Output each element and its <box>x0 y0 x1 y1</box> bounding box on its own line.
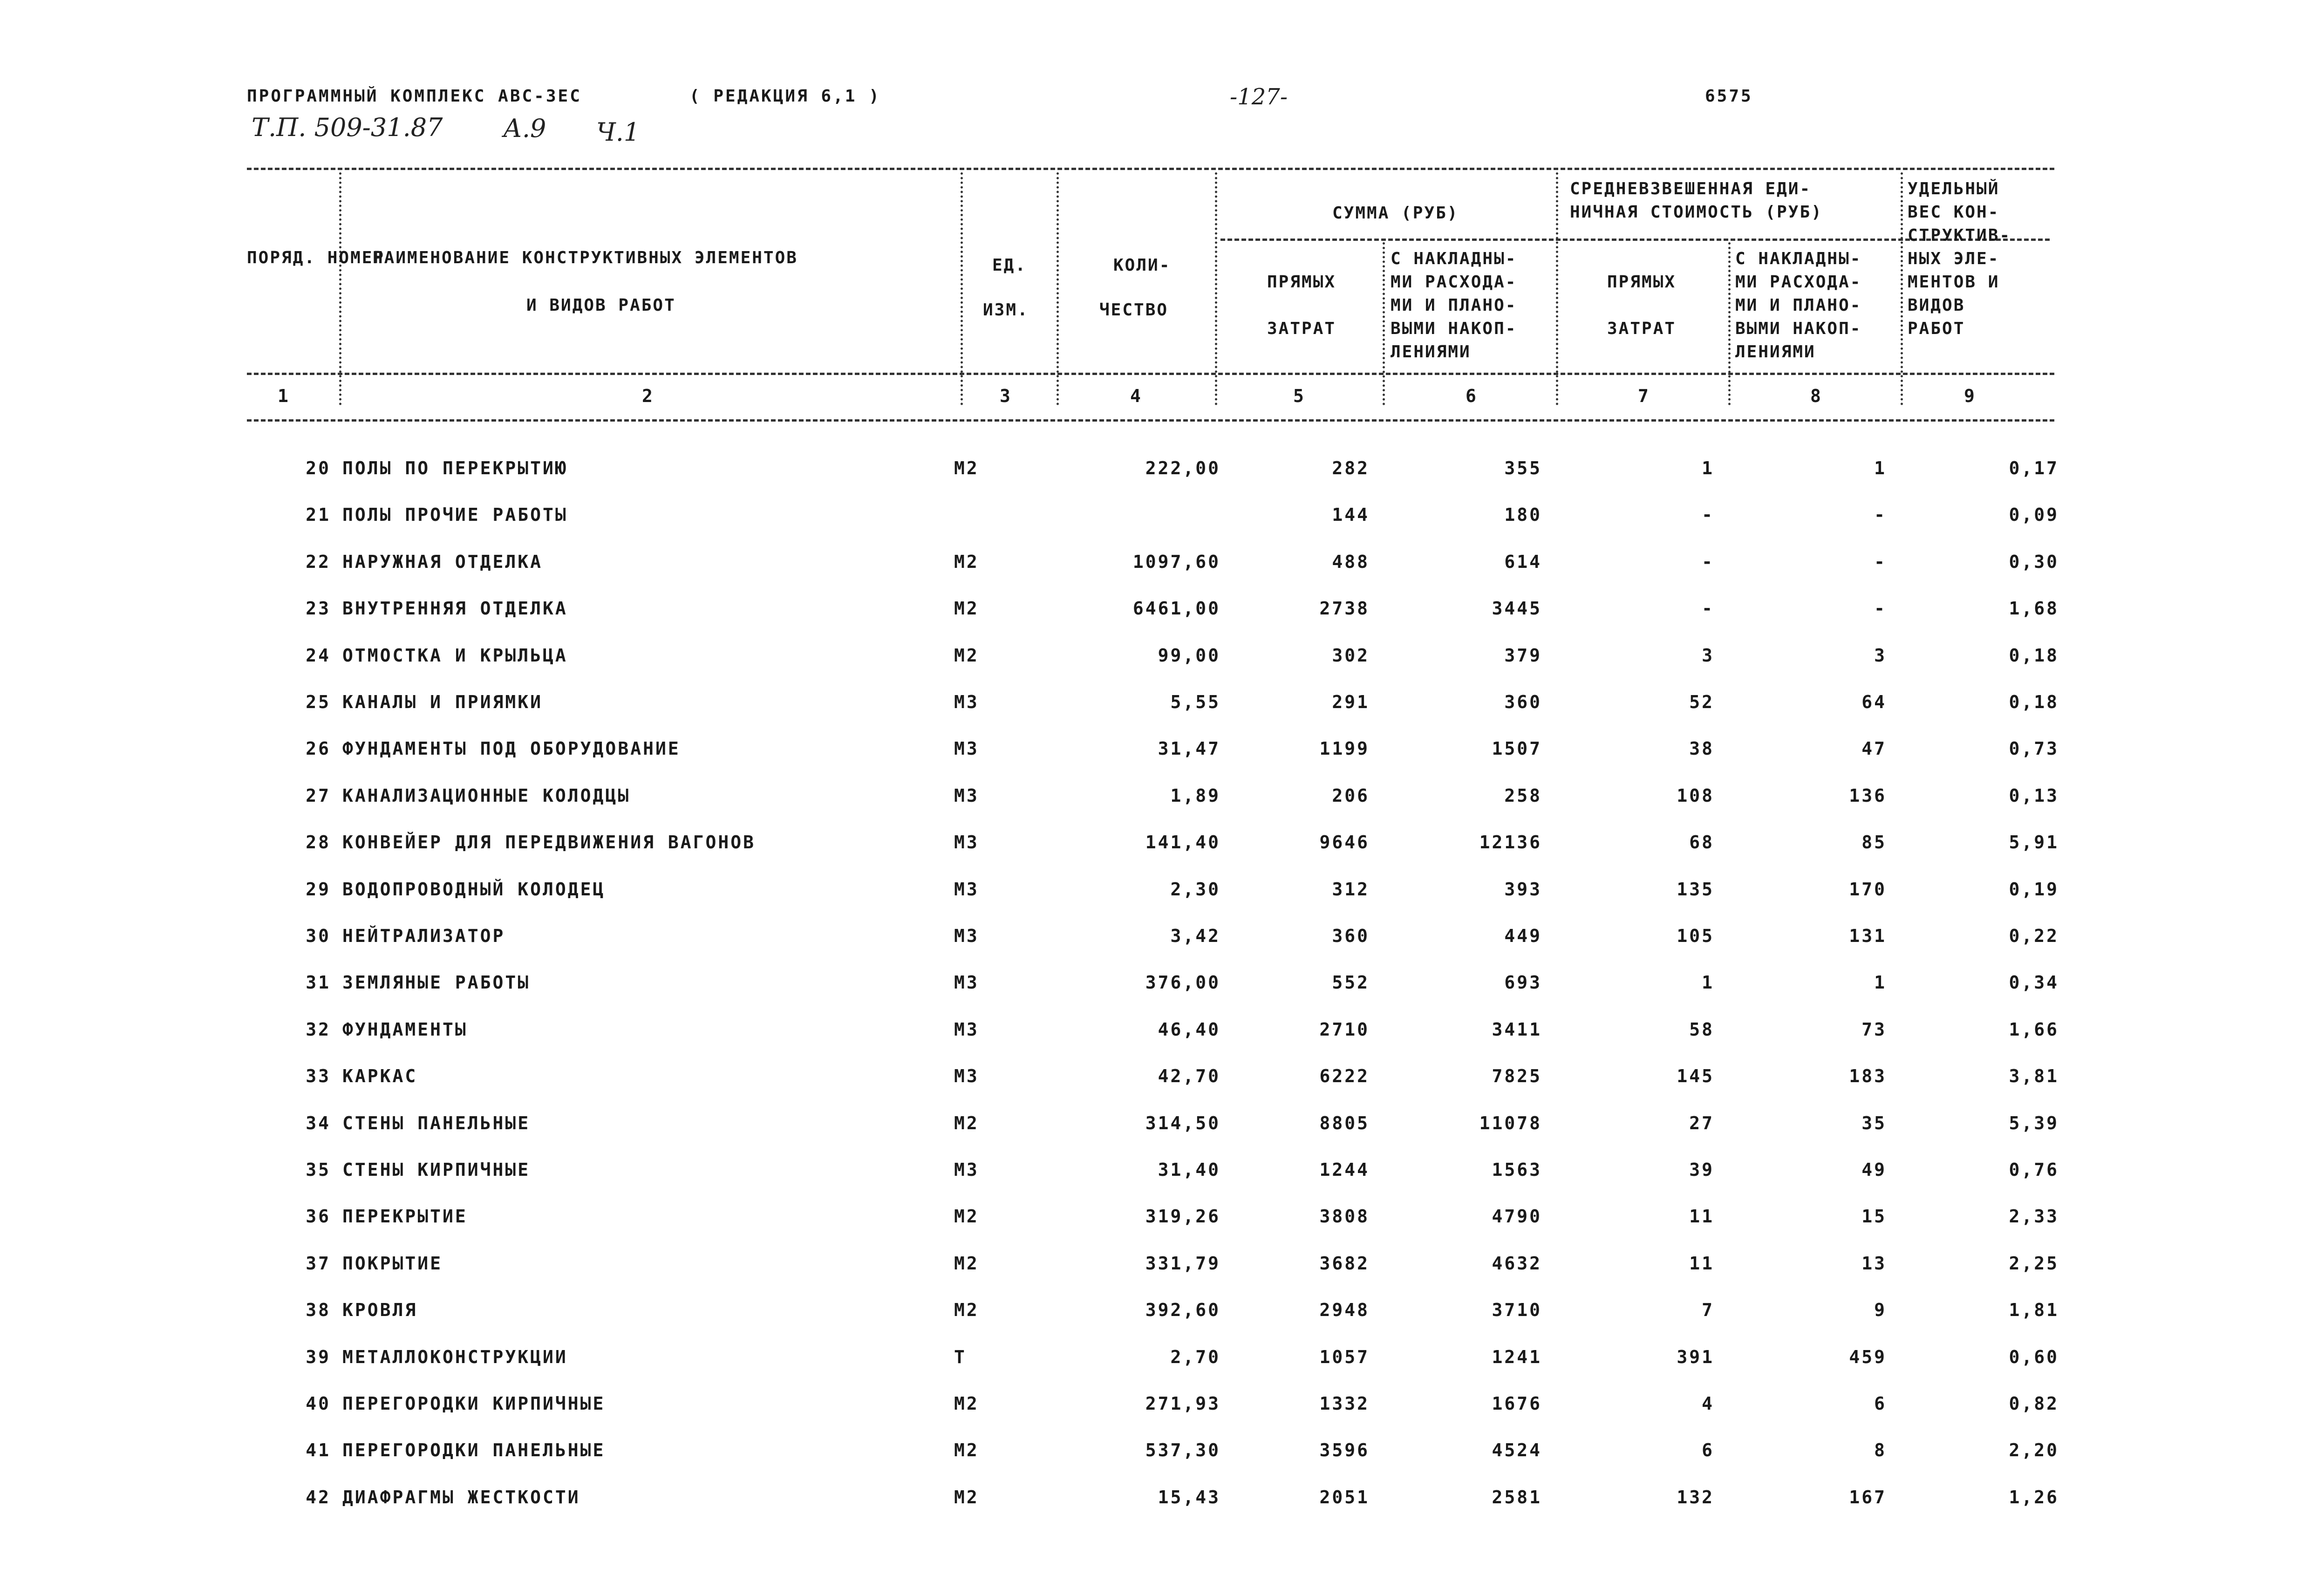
table-row <box>0 1156 2311 1184</box>
row-unit: Т <box>954 1347 967 1367</box>
row-weight: 0,18 <box>2009 645 2059 666</box>
row-quantity: 31,40 <box>1158 1159 1220 1180</box>
row-quantity: 222,00 <box>1145 458 1220 478</box>
row-avg-direct: - <box>1702 552 1714 572</box>
row-weight: 2,33 <box>2009 1206 2059 1227</box>
row-sum-direct: 144 <box>1332 505 1370 525</box>
row-sum-direct: 3596 <box>1319 1440 1370 1460</box>
row-number: 34 <box>306 1113 331 1133</box>
row-name: НЕЙТРАЛИЗАТОР <box>342 926 505 946</box>
row-avg-overhead: - <box>1874 505 1887 525</box>
row-number: 23 <box>306 598 331 619</box>
row-sum-direct: 1057 <box>1319 1347 1370 1367</box>
row-sum-direct: 2710 <box>1319 1019 1370 1040</box>
row-weight: 1,26 <box>2009 1487 2059 1507</box>
header-qty-line1: КОЛИ- <box>1113 256 1171 275</box>
header-avg-overhead-2: МИ РАСХОДА- <box>1735 273 1862 292</box>
program-title: ПРОГРАММНЫЙ КОМПЛЕКС АВС-3ЕС <box>247 87 582 106</box>
row-name: ПОЛЫ ПО ПЕРЕКРЫТИЮ <box>342 458 568 478</box>
header-weight-3: СТРУКТИВ- <box>1908 226 2011 245</box>
header-avg-direct-1: ПРЯМЫХ <box>1607 273 1677 292</box>
row-sum-direct: 206 <box>1332 785 1370 806</box>
row-sum-overhead: 3710 <box>1492 1300 1542 1320</box>
col-number-2: 2 <box>642 386 653 406</box>
table-row <box>0 828 2311 856</box>
edition-label: ( РЕДАКЦИЯ 6,1 ) <box>689 87 881 106</box>
row-weight: 0,73 <box>2009 738 2059 759</box>
row-name: ПЕРЕКРЫТИЕ <box>342 1206 468 1227</box>
row-name: ФУНДАМЕНТЫ ПОД ОБОРУДОВАНИЕ <box>342 738 681 759</box>
row-sum-overhead: 258 <box>1504 785 1542 806</box>
row-name: КОНВЕЙЕР ДЛЯ ПЕРЕДВИЖЕНИЯ ВАГОНОВ <box>342 832 756 853</box>
table-row <box>0 782 2311 810</box>
row-avg-direct: 132 <box>1677 1487 1714 1507</box>
row-sum-direct: 488 <box>1332 552 1370 572</box>
row-sum-overhead: 12136 <box>1479 832 1542 853</box>
row-unit: М3 <box>954 785 979 806</box>
header-weight-5: МЕНТОВ И <box>1908 273 2000 292</box>
row-sum-overhead: 1241 <box>1492 1347 1542 1367</box>
row-weight: 1,81 <box>2009 1300 2059 1320</box>
row-unit: М2 <box>954 458 979 478</box>
handwritten-part: Ч.1 <box>596 117 640 147</box>
row-weight: 0,13 <box>2009 785 2059 806</box>
handwritten-project: Т.П. 509-31.87 <box>252 113 443 142</box>
row-sum-overhead: 449 <box>1504 926 1542 946</box>
table-row <box>0 922 2311 950</box>
col-sep-4 <box>1215 172 1217 405</box>
col-number-7: 7 <box>1638 386 1649 406</box>
row-sum-direct: 2738 <box>1319 598 1370 619</box>
col-sep-7 <box>1728 242 1731 405</box>
table-row <box>0 1343 2311 1371</box>
table-row <box>0 1296 2311 1324</box>
row-weight: 0,19 <box>2009 879 2059 900</box>
row-sum-overhead: 2581 <box>1492 1487 1542 1507</box>
row-number: 22 <box>306 552 331 572</box>
row-name: МЕТАЛЛОКОНСТРУКЦИИ <box>342 1347 568 1367</box>
row-sum-direct: 2948 <box>1319 1300 1370 1320</box>
row-avg-direct: 39 <box>1689 1159 1714 1180</box>
row-quantity: 314,50 <box>1145 1113 1220 1133</box>
row-avg-direct: 11 <box>1689 1253 1714 1274</box>
row-sum-direct: 3808 <box>1319 1206 1370 1227</box>
row-number: 41 <box>306 1440 331 1460</box>
row-weight: 0,09 <box>2009 505 2059 525</box>
header-num: ПОРЯД. НОМЕР <box>247 248 385 267</box>
header-avg-overhead-5: ЛЕНИЯМИ <box>1735 342 1816 361</box>
row-name: ПОЛЫ ПРОЧИЕ РАБОТЫ <box>342 505 568 525</box>
header-name-line2: И ВИДОВ РАБОТ <box>526 296 676 315</box>
doc-number: 6575 <box>1705 87 1753 106</box>
header-avg-overhead-1: С НАКЛАДНЫ- <box>1735 249 1862 268</box>
row-name: ПЕРЕГОРОДКИ ПАНЕЛЬНЫЕ <box>342 1440 606 1460</box>
table-row <box>0 735 2311 763</box>
header-unit-line1: ЕД. <box>992 256 1027 275</box>
row-name: ПОКРЫТИЕ <box>342 1253 443 1274</box>
row-quantity: 331,79 <box>1145 1253 1220 1274</box>
row-name: КАНАЛЫ И ПРИЯМКИ <box>342 692 543 712</box>
row-unit: М3 <box>954 1066 979 1086</box>
table-top-rule <box>247 168 2054 170</box>
row-name: ВОДОПРОВОДНЫЙ КОЛОДЕЦ <box>342 879 606 900</box>
row-unit: М2 <box>954 598 979 619</box>
row-number: 20 <box>306 458 331 478</box>
row-avg-direct: 1 <box>1702 972 1714 993</box>
row-avg-direct: 145 <box>1677 1066 1714 1086</box>
table-row <box>0 688 2311 716</box>
row-unit: М2 <box>954 1253 979 1274</box>
row-number: 30 <box>306 926 331 946</box>
row-avg-overhead: 1 <box>1874 972 1887 993</box>
row-avg-overhead: 167 <box>1849 1487 1887 1507</box>
row-avg-direct: 11 <box>1689 1206 1714 1227</box>
row-sum-overhead: 1563 <box>1492 1159 1542 1180</box>
row-weight: 3,81 <box>2009 1066 2059 1086</box>
row-sum-direct: 302 <box>1332 645 1370 666</box>
row-sum-direct: 360 <box>1332 926 1370 946</box>
table-row <box>0 1483 2311 1511</box>
row-avg-direct: 391 <box>1677 1347 1714 1367</box>
row-name: ОТМОСТКА И КРЫЛЬЦА <box>342 645 568 666</box>
row-number: 21 <box>306 505 331 525</box>
row-sum-direct: 2051 <box>1319 1487 1370 1507</box>
row-avg-overhead: 13 <box>1861 1253 1887 1274</box>
row-unit: М3 <box>954 738 979 759</box>
row-number: 31 <box>306 972 331 993</box>
row-sum-direct: 1244 <box>1319 1159 1370 1180</box>
table-row <box>0 969 2311 996</box>
row-avg-overhead: 73 <box>1861 1019 1887 1040</box>
row-avg-direct: 38 <box>1689 738 1714 759</box>
row-avg-overhead: 9 <box>1874 1300 1887 1320</box>
row-avg-overhead: 6 <box>1874 1393 1887 1414</box>
row-avg-overhead: 1 <box>1874 458 1887 478</box>
row-weight: 1,68 <box>2009 598 2059 619</box>
table-row <box>0 875 2311 903</box>
col-number-6: 6 <box>1466 386 1476 406</box>
row-sum-overhead: 4790 <box>1492 1206 1542 1227</box>
header-avg-group-2: НИЧНАЯ СТОИМОСТЬ (РУБ) <box>1570 203 1823 222</box>
col-number-9: 9 <box>1964 386 1975 406</box>
row-quantity: 319,26 <box>1145 1206 1220 1227</box>
row-avg-direct: 58 <box>1689 1019 1714 1040</box>
header-avg-overhead-3: МИ И ПЛАНО- <box>1735 296 1862 315</box>
row-avg-overhead: 85 <box>1861 832 1887 853</box>
column-numbers-rule <box>247 419 2054 422</box>
row-weight: 0,18 <box>2009 692 2059 712</box>
row-sum-overhead: 393 <box>1504 879 1542 900</box>
row-avg-overhead: 15 <box>1861 1206 1887 1227</box>
col-sep-8 <box>1901 172 1903 405</box>
header-weight-4: НЫХ ЭЛЕ- <box>1908 249 2000 268</box>
row-sum-direct: 291 <box>1332 692 1370 712</box>
row-weight: 5,91 <box>2009 832 2059 853</box>
row-avg-overhead: 35 <box>1861 1113 1887 1133</box>
row-number: 28 <box>306 832 331 853</box>
table-row <box>0 1249 2311 1277</box>
row-sum-direct: 1332 <box>1319 1393 1370 1414</box>
row-quantity: 141,40 <box>1145 832 1220 853</box>
col-number-8: 8 <box>1810 386 1821 406</box>
row-number: 29 <box>306 879 331 900</box>
row-unit: М3 <box>954 972 979 993</box>
row-number: 38 <box>306 1300 331 1320</box>
header-weight-6: ВИДОВ <box>1908 296 1965 315</box>
row-number: 39 <box>306 1347 331 1367</box>
row-sum-overhead: 355 <box>1504 458 1542 478</box>
row-unit: М3 <box>954 926 979 946</box>
header-avg-direct-2: ЗАТРАТ <box>1607 319 1677 338</box>
row-avg-direct: 68 <box>1689 832 1714 853</box>
row-unit: М3 <box>954 1159 979 1180</box>
row-unit: М2 <box>954 552 979 572</box>
row-sum-overhead: 3445 <box>1492 598 1542 619</box>
row-sum-direct: 1199 <box>1319 738 1370 759</box>
row-avg-overhead: 64 <box>1861 692 1887 712</box>
row-sum-direct: 6222 <box>1319 1066 1370 1086</box>
row-unit: М3 <box>954 832 979 853</box>
table-row <box>0 1109 2311 1137</box>
table-row <box>0 1016 2311 1044</box>
row-weight: 0,17 <box>2009 458 2059 478</box>
header-avg-overhead-4: ВЫМИ НАКОП- <box>1735 319 1862 338</box>
row-unit: М2 <box>954 1440 979 1460</box>
table-row <box>0 1062 2311 1090</box>
row-avg-overhead: 136 <box>1849 785 1887 806</box>
row-avg-direct: 105 <box>1677 926 1714 946</box>
row-quantity: 2,70 <box>1170 1347 1220 1367</box>
row-quantity: 6461,00 <box>1132 598 1220 619</box>
row-avg-overhead: 47 <box>1861 738 1887 759</box>
table-row <box>0 594 2311 622</box>
row-quantity: 31,47 <box>1158 738 1220 759</box>
row-sum-direct: 282 <box>1332 458 1370 478</box>
row-name: КРОВЛЯ <box>342 1300 418 1320</box>
header-weight-2: ВЕС КОН- <box>1908 203 2000 222</box>
row-sum-overhead: 379 <box>1504 645 1542 666</box>
header-overhead-1: С НАКЛАДНЫ- <box>1391 249 1517 268</box>
row-quantity: 2,30 <box>1170 879 1220 900</box>
col-sep-2 <box>961 172 963 405</box>
row-sum-direct: 552 <box>1332 972 1370 993</box>
row-sum-overhead: 1507 <box>1492 738 1542 759</box>
row-quantity: 99,00 <box>1158 645 1220 666</box>
row-avg-direct: - <box>1702 598 1714 619</box>
row-number: 27 <box>306 785 331 806</box>
row-avg-direct: - <box>1702 505 1714 525</box>
row-weight: 0,22 <box>2009 926 2059 946</box>
handwritten-album: А.9 <box>503 114 546 143</box>
header-unit-line2: ИЗМ. <box>983 300 1029 320</box>
row-sum-direct: 8805 <box>1319 1113 1370 1133</box>
row-quantity: 42,70 <box>1158 1066 1220 1086</box>
row-number: 32 <box>306 1019 331 1040</box>
row-weight: 0,60 <box>2009 1347 2059 1367</box>
row-sum-overhead: 1676 <box>1492 1393 1542 1414</box>
row-number: 40 <box>306 1393 331 1414</box>
row-sum-overhead: 7825 <box>1492 1066 1542 1086</box>
col-sep-6 <box>1556 172 1558 405</box>
row-unit: М3 <box>954 1019 979 1040</box>
header-direct-line2: ЗАТРАТ <box>1267 319 1336 338</box>
row-number: 36 <box>306 1206 331 1227</box>
row-number: 35 <box>306 1159 331 1180</box>
row-avg-direct: 7 <box>1702 1300 1714 1320</box>
row-avg-overhead: - <box>1874 552 1887 572</box>
table-row <box>0 548 2311 576</box>
header-overhead-2: МИ РАСХОДА- <box>1391 273 1517 292</box>
row-quantity: 46,40 <box>1158 1019 1220 1040</box>
row-sum-overhead: 360 <box>1504 692 1542 712</box>
header-direct-line1: ПРЯМЫХ <box>1267 273 1336 292</box>
row-weight: 2,25 <box>2009 1253 2059 1274</box>
row-name: НАРУЖНАЯ ОТДЕЛКА <box>342 552 543 572</box>
row-sum-overhead: 180 <box>1504 505 1542 525</box>
row-quantity: 3,42 <box>1170 926 1220 946</box>
row-avg-direct: 135 <box>1677 879 1714 900</box>
row-sum-overhead: 11078 <box>1479 1113 1542 1133</box>
row-avg-direct: 4 <box>1702 1393 1714 1414</box>
header-bottom-rule <box>247 373 2054 375</box>
row-unit: М3 <box>954 692 979 712</box>
row-avg-direct: 52 <box>1689 692 1714 712</box>
row-avg-overhead: 170 <box>1849 879 1887 900</box>
row-unit: М2 <box>954 645 979 666</box>
table-row <box>0 454 2311 482</box>
header-name-line1: НАИМЕНОВАНИЕ КОНСТРУКТИВНЫХ ЭЛЕМЕНТОВ <box>373 248 798 267</box>
table-row <box>0 1202 2311 1230</box>
row-name: СТЕНЫ КИРПИЧНЫЕ <box>342 1159 531 1180</box>
header-weight-1: УДЕЛЬНЫЙ <box>1908 179 2000 198</box>
header-sum-group: СУММА (РУБ) <box>1332 204 1459 223</box>
row-avg-direct: 27 <box>1689 1113 1714 1133</box>
col-sep-1 <box>339 172 341 405</box>
header-overhead-3: МИ И ПЛАНО- <box>1391 296 1517 315</box>
row-name: ПЕРЕГОРОДКИ КИРПИЧНЫЕ <box>342 1393 606 1414</box>
row-weight: 0,34 <box>2009 972 2059 993</box>
row-avg-direct: 1 <box>1702 458 1714 478</box>
row-sum-overhead: 4524 <box>1492 1440 1542 1460</box>
row-sum-direct: 9646 <box>1319 832 1370 853</box>
row-unit: М2 <box>954 1113 979 1133</box>
row-sum-overhead: 3411 <box>1492 1019 1542 1040</box>
row-sum-overhead: 4632 <box>1492 1253 1542 1274</box>
col-number-5: 5 <box>1293 386 1304 406</box>
page-number: -127- <box>1230 84 1288 110</box>
table-row <box>0 501 2311 529</box>
row-name: ЗЕМЛЯНЫЕ РАБОТЫ <box>342 972 531 993</box>
row-unit: М2 <box>954 1487 979 1507</box>
header-qty-line2: ЧЕСТВО <box>1099 300 1169 320</box>
row-number: 42 <box>306 1487 331 1507</box>
row-name: СТЕНЫ ПАНЕЛЬНЫЕ <box>342 1113 531 1133</box>
row-unit: М2 <box>954 1206 979 1227</box>
row-name: КАНАЛИЗАЦИОННЫЕ КОЛОДЦЫ <box>342 785 631 806</box>
col-sep-5 <box>1383 242 1385 405</box>
row-weight: 0,76 <box>2009 1159 2059 1180</box>
row-unit: М2 <box>954 1300 979 1320</box>
col-number-4: 4 <box>1130 386 1141 406</box>
row-number: 25 <box>306 692 331 712</box>
row-unit: М2 <box>954 1393 979 1414</box>
row-weight: 0,30 <box>2009 552 2059 572</box>
row-avg-overhead: 131 <box>1849 926 1887 946</box>
header-weight-7: РАБОТ <box>1908 319 1965 338</box>
row-quantity: 537,30 <box>1145 1440 1220 1460</box>
row-weight: 1,66 <box>2009 1019 2059 1040</box>
row-avg-overhead: - <box>1874 598 1887 619</box>
row-avg-overhead: 3 <box>1874 645 1887 666</box>
row-sum-direct: 3682 <box>1319 1253 1370 1274</box>
row-quantity: 376,00 <box>1145 972 1220 993</box>
row-quantity: 15,43 <box>1158 1487 1220 1507</box>
row-avg-overhead: 459 <box>1849 1347 1887 1367</box>
table-row <box>0 641 2311 669</box>
col-number-1: 1 <box>278 386 288 406</box>
row-quantity: 1097,60 <box>1132 552 1220 572</box>
row-sum-overhead: 614 <box>1504 552 1542 572</box>
row-avg-overhead: 183 <box>1849 1066 1887 1086</box>
table-row <box>0 1390 2311 1418</box>
row-quantity: 392,60 <box>1145 1300 1220 1320</box>
col-number-3: 3 <box>1000 386 1010 406</box>
row-weight: 2,20 <box>2009 1440 2059 1460</box>
row-quantity: 1,89 <box>1170 785 1220 806</box>
row-avg-direct: 6 <box>1702 1440 1714 1460</box>
row-number: 33 <box>306 1066 331 1086</box>
col-sep-3 <box>1057 172 1059 405</box>
row-number: 24 <box>306 645 331 666</box>
row-unit: М3 <box>954 879 979 900</box>
header-overhead-4: ВЫМИ НАКОП- <box>1391 319 1517 338</box>
header-overhead-5: ЛЕНИЯМИ <box>1391 342 1471 361</box>
row-weight: 0,82 <box>2009 1393 2059 1414</box>
row-avg-overhead: 8 <box>1874 1440 1887 1460</box>
row-weight: 5,39 <box>2009 1113 2059 1133</box>
row-name: ФУНДАМЕНТЫ <box>342 1019 468 1040</box>
row-number: 37 <box>306 1253 331 1274</box>
row-name: КАРКАС <box>342 1066 418 1086</box>
row-name: ДИАФРАГМЫ ЖЕСТКОСТИ <box>342 1487 580 1507</box>
row-avg-direct: 3 <box>1702 645 1714 666</box>
row-avg-overhead: 49 <box>1861 1159 1887 1180</box>
row-number: 26 <box>306 738 331 759</box>
row-avg-direct: 108 <box>1677 785 1714 806</box>
row-quantity: 5,55 <box>1170 692 1220 712</box>
table-row <box>0 1436 2311 1464</box>
row-sum-overhead: 693 <box>1504 972 1542 993</box>
row-quantity: 271,93 <box>1145 1393 1220 1414</box>
row-sum-direct: 312 <box>1332 879 1370 900</box>
header-avg-group-1: СРЕДНЕВЗВЕШЕННАЯ ЕДИ- <box>1570 179 1812 198</box>
row-name: ВНУТРЕННЯЯ ОТДЕЛКА <box>342 598 568 619</box>
